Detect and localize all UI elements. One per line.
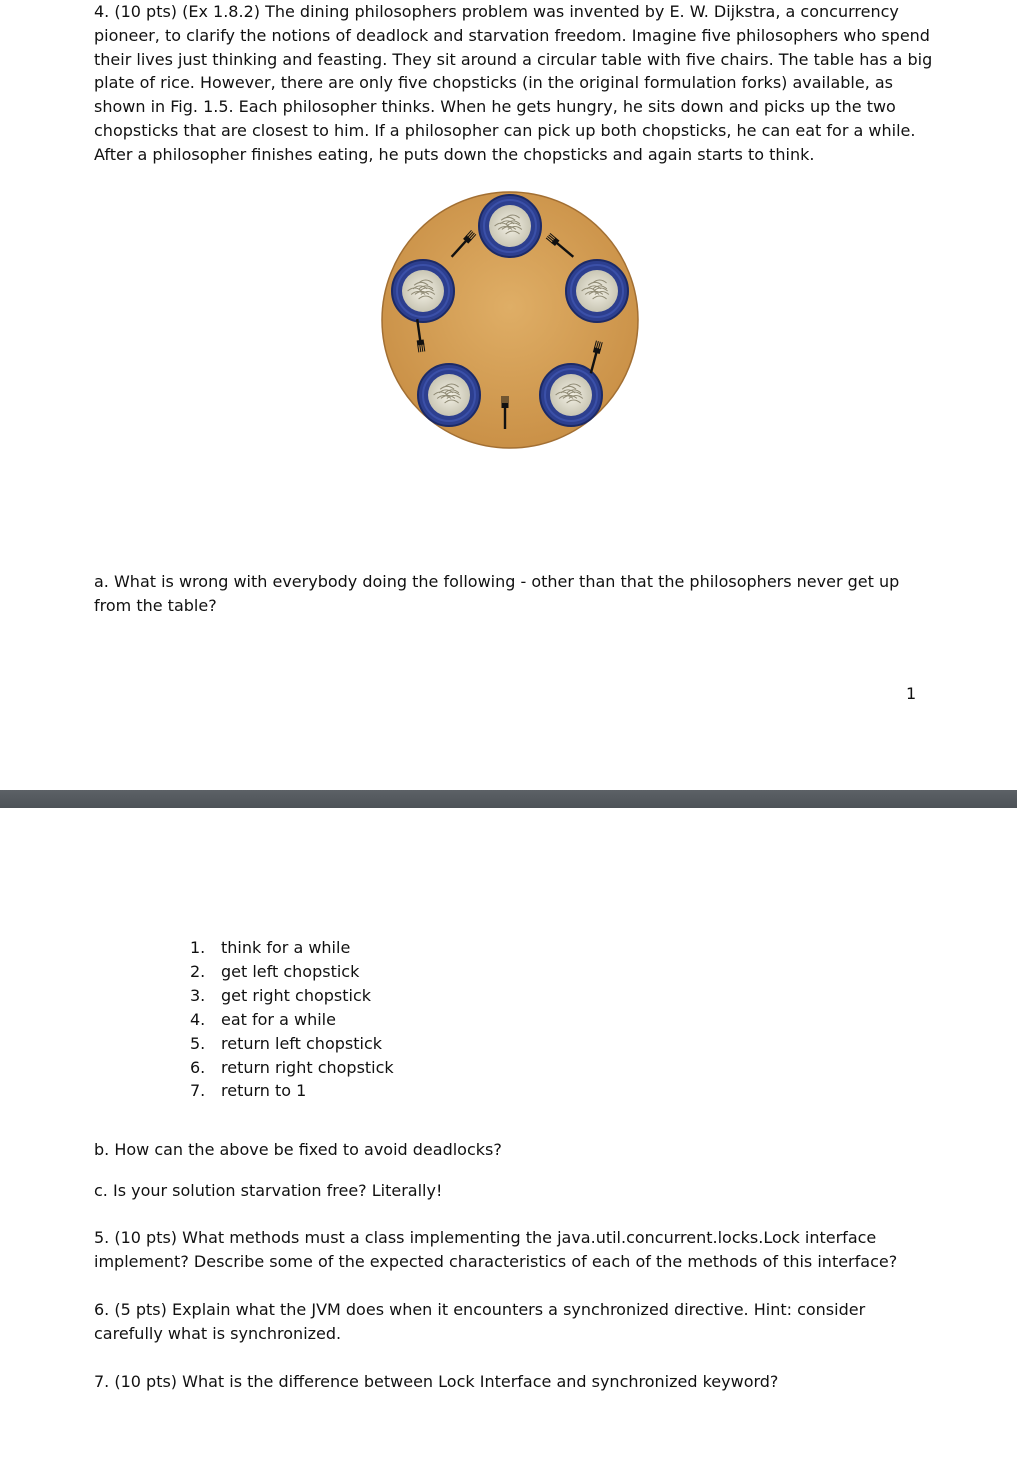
question-4-text: 4. (10 pts) (Ex 1.8.2) The dining philosophers problem was invented by E. W. Dijkstra, a concurrency pioneer, to clarify the notions of deadlock and starvation freedom. Imagine five philosophers who spend their lives just thinking and feasting. They sit around a circular table with five chairs. The table has a big plate of rice. However, there are only five chopsticks (in the original formulation forks) available, as shown in Fig. 1.5. Each philosopher thinks. When he gets hungry, he sits down and picks up the two chopsticks that are closest to him. If a philosopher can pick up both chopsticks, he can eat for a while. After a philosopher finishes eating, he puts down the chopsticks and again starts to think. xyxy=(94,2,933,164)
rice-plate xyxy=(479,195,541,257)
question-7-text: 7. (10 pts) What is the difference between Lock Interface and synchronized keyword? xyxy=(94,1372,779,1391)
question-5-text: 5. (10 pts) What methods must a class implementing the java.util.concurrent.locks.Lock interface implement? Describe some of the expected characteristics of each of the methods of this interface? xyxy=(94,1228,898,1271)
list-item: 3. get right chopstick xyxy=(190,985,372,1005)
rice-plate xyxy=(566,260,628,322)
list-item: 5. return left chopstick xyxy=(190,1033,383,1053)
question-6-text: 6. (5 pts) Explain what the JVM does when it encounters a synchronized directive. Hint: consider carefully what is synchronized. xyxy=(94,1300,866,1343)
steps-list xyxy=(190,936,394,1103)
list-item: 1. think for a while xyxy=(190,938,351,957)
rice-plate xyxy=(540,364,602,426)
list-item: 2. get left chopstick xyxy=(190,961,360,981)
list-item: 6. return right chopstick xyxy=(190,1057,394,1077)
question-b-text: b. How can the above be fixed to avoid deadlocks? xyxy=(94,1140,502,1159)
question-a-text: a. What is wrong with everybody doing the following - other than that the philosophers never get up from the table? xyxy=(94,572,900,615)
dining-philosophers-figure xyxy=(378,189,642,451)
rice-plate xyxy=(392,260,454,322)
page-separator xyxy=(0,790,1017,808)
document-page-2 xyxy=(0,808,1017,1472)
page-number: 1 xyxy=(906,684,917,703)
rice-plate xyxy=(418,364,480,426)
list-item: 4. eat for a while xyxy=(190,1009,336,1029)
list-item: 7. return to 1 xyxy=(190,1081,307,1101)
question-c-text: c. Is your solution starvation free? Literally! xyxy=(94,1181,443,1200)
